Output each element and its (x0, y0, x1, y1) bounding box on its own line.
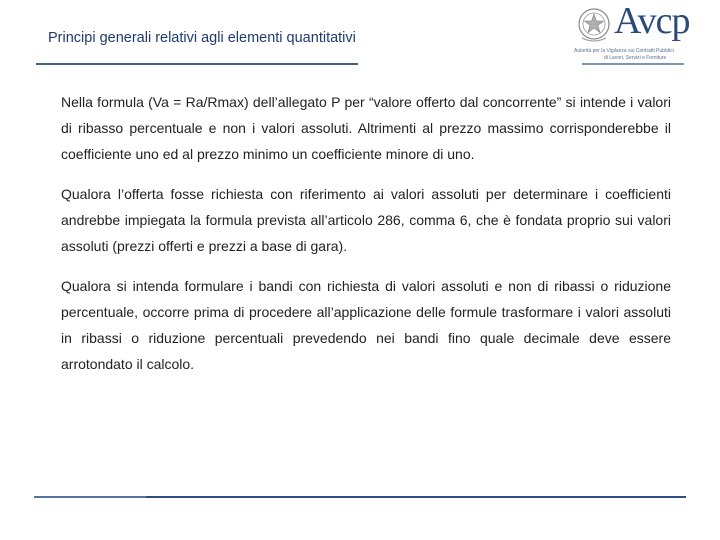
logo-subtitle-line2: di Lavori, Servizi e Forniture (604, 55, 667, 61)
paragraph: Qualora l’offerta fosse richiesta con riferimento ai valori assoluti per determinare i coefficienti andrebbe impiegata la formula prevista all’articolo 286, comma 6, che è fondata proprio sui valori assoluti (prezzi offerti e prezzi a base di gara). (61, 186, 671, 254)
footer-divider (34, 496, 686, 498)
avcp-logo (574, 0, 694, 62)
logo-wordmark: Avcp (614, 0, 690, 42)
body-text (61, 89, 671, 391)
logo-subtitle-line1: Autorità per la Vigilanza sui Contratti Pubblici (574, 48, 674, 54)
paragraph: Nella formula (Va = Ra/Rmax) dell’allegato P per “valore offerto dal concorrente” si intende i valori di ribasso percentuale e non i valori assoluti. Altrimenti al prezzo massimo corrisponderebbe il coefficiente uno ed al prezzo minimo un coefficiente minore di uno. (61, 94, 671, 162)
header-divider (36, 63, 684, 65)
italian-republic-emblem-icon (576, 6, 612, 46)
paragraph: Qualora si intenda formulare i bandi con richiesta di valori assoluti e non di ribassi o riduzione percentuale, occorre prima di procedere all’applicazione delle formule trasformare i valori assoluti in ribassi o riduzione percentuali prevedendo nei bandi fino quale decimale deve essere arrotondato il calcolo. (61, 278, 671, 372)
slide-title: Principi generali relativi agli elementi quantitativi (48, 30, 356, 46)
